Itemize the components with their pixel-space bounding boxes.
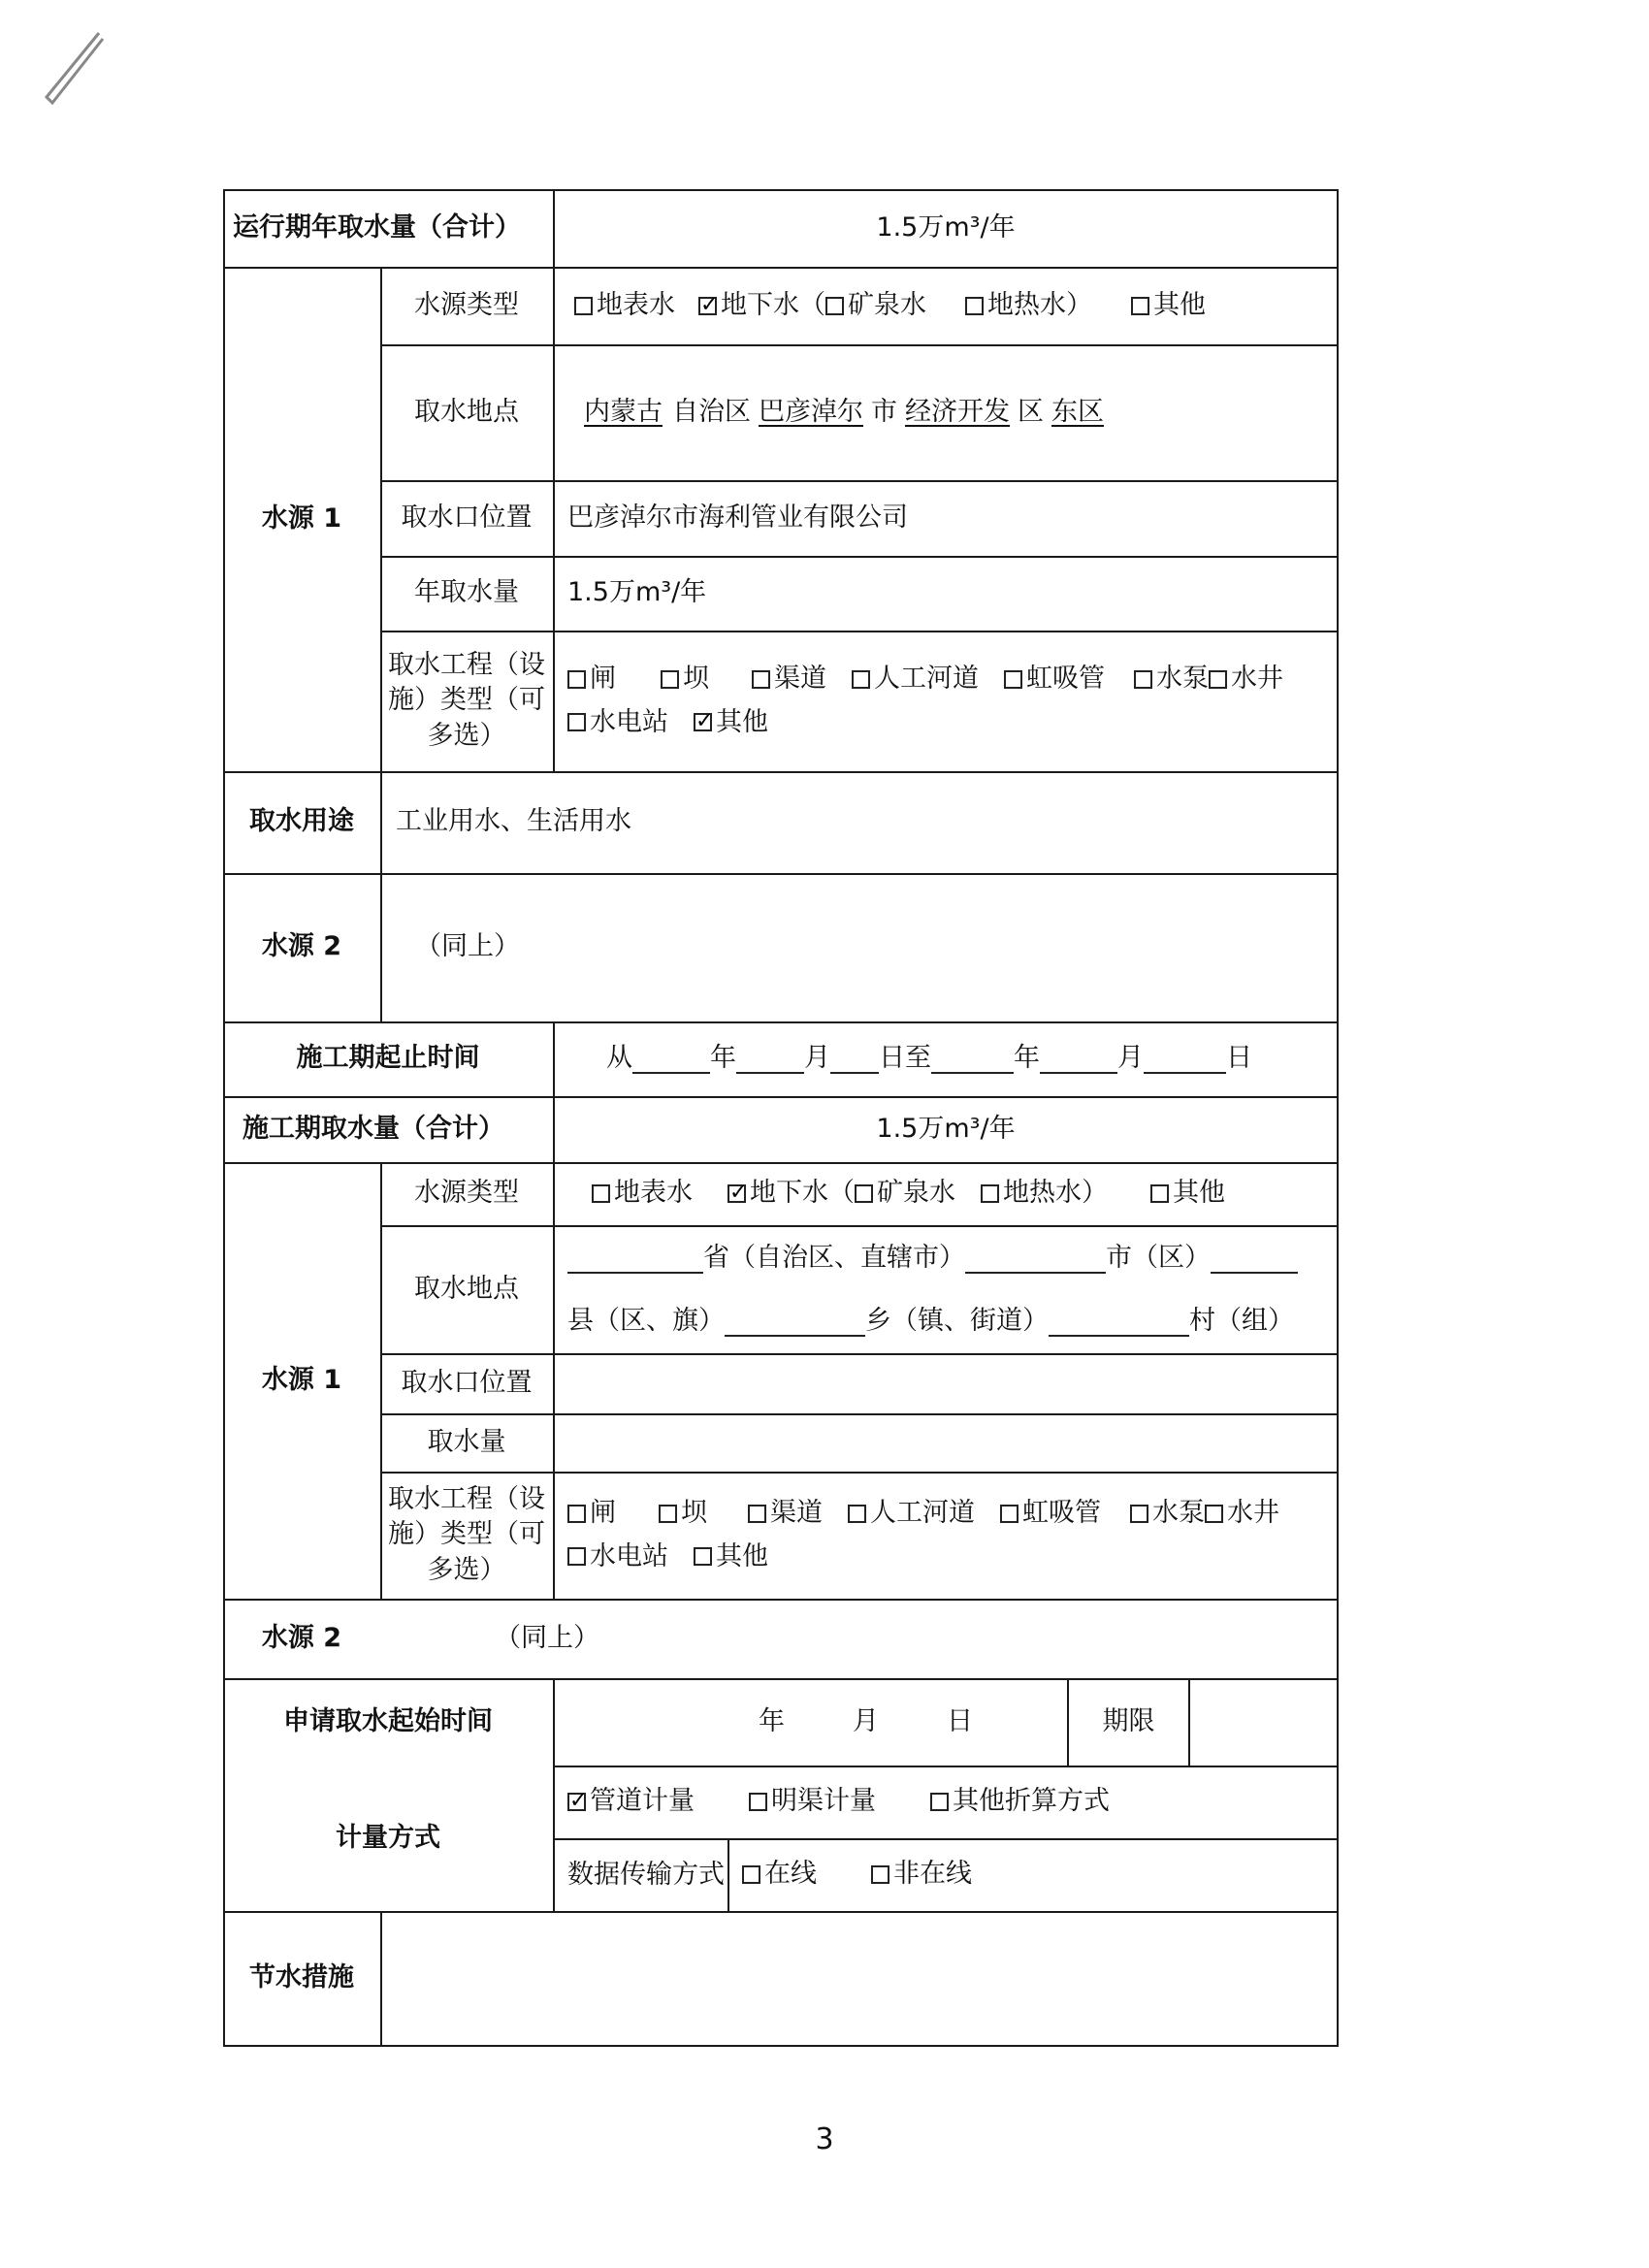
saving-label: 节水措施 <box>249 1961 354 1993</box>
op-source1-label: 水源 1 <box>261 502 342 534</box>
checkbox-icon <box>1150 1184 1169 1203</box>
con-source2-value: （同上） <box>495 1622 599 1653</box>
con-amount-label: 取水量 <box>427 1426 506 1457</box>
con-from-year-blank[interactable] <box>632 1044 710 1073</box>
con-facility-label: 取水工程（设施）类型（可多选） <box>388 1483 545 1585</box>
op-facility-label: 取水工程（设施）类型（可多选） <box>388 649 545 751</box>
checkbox-icon <box>694 1547 712 1566</box>
con-city-blank[interactable] <box>965 1244 1106 1273</box>
checkbox-icon <box>848 1505 866 1523</box>
checkbox-icon <box>1134 670 1152 689</box>
transfer-offline[interactable]: 非在线 <box>871 1857 972 1892</box>
op-province: 内蒙古 <box>584 396 663 427</box>
water-intake-form <box>223 189 1339 2047</box>
checkbox-icon <box>852 670 870 689</box>
op-village: 东区 <box>1051 396 1104 427</box>
op-fac-dam[interactable]: 坝 <box>661 662 709 697</box>
op-annual-value: 1.5万m³/年 <box>876 211 1016 243</box>
checkbox-checked-icon <box>698 297 717 315</box>
op-outlet-value: 巴彦淖尔市海利管业有限公司 <box>567 502 908 533</box>
metering-label: 计量方式 <box>336 1822 440 1853</box>
con-outlet-label: 取水口位置 <box>401 1367 533 1398</box>
op-fac-siphon[interactable]: 虹吸管 <box>1004 662 1105 697</box>
checkbox-icon <box>567 1547 586 1566</box>
op-fac-pump[interactable]: 水泵 <box>1134 662 1209 697</box>
op-fac-channel[interactable]: 人工河道 <box>852 662 979 697</box>
con-fac-well[interactable]: 水井 <box>1205 1496 1279 1531</box>
transfer-online[interactable]: 在线 <box>742 1857 817 1892</box>
checkbox-icon <box>855 1184 873 1203</box>
checkbox-icon <box>567 1505 586 1523</box>
con-location-line2: 县（区、旗） 乡（镇、街道） 村（组） <box>567 1306 1294 1337</box>
con-source1-label: 水源 1 <box>261 1364 342 1395</box>
metering-options <box>567 1766 1337 1838</box>
con-fac-dam[interactable]: 坝 <box>659 1496 707 1531</box>
use-label: 取水用途 <box>249 806 354 837</box>
op-outlet-label: 取水口位置 <box>401 502 533 533</box>
op-type-mineral[interactable]: 矿泉水 <box>825 288 926 323</box>
op-type-geothermal[interactable]: 地热水） <box>965 288 1092 323</box>
use-value: 工业用水、生活用水 <box>396 806 631 837</box>
page-number: 3 <box>815 2122 834 2156</box>
checkbox-icon <box>1000 1505 1018 1523</box>
op-location-value: 内蒙古 自治区 巴彦淖尔 市 经济开发 区 东区 <box>574 344 1337 480</box>
con-type-mineral[interactable]: 矿泉水 <box>855 1176 955 1211</box>
con-location-label: 取水地点 <box>414 1273 519 1304</box>
op-fac-hydro[interactable]: 水电站 <box>567 705 668 740</box>
con-type-geothermal[interactable]: 地热水） <box>981 1176 1108 1211</box>
checkbox-checked-icon <box>728 1184 746 1203</box>
checkbox-icon <box>749 1793 767 1811</box>
op-source2-label: 水源 2 <box>261 931 342 962</box>
con-period-value: 从 年 月 日至 年 月 日 <box>606 1043 1252 1074</box>
con-fac-hydro[interactable]: 水电站 <box>567 1539 668 1574</box>
checkbox-icon <box>965 297 984 315</box>
con-fac-gate[interactable]: 闸 <box>567 1496 616 1531</box>
con-type-surface[interactable]: 地表水 <box>592 1176 693 1211</box>
metering-other[interactable]: 其他折算方式 <box>930 1784 1110 1819</box>
con-to-year-blank[interactable] <box>931 1044 1014 1073</box>
op-city: 巴彦淖尔 <box>759 396 863 427</box>
op-annual-label: 运行期年取水量（合计） <box>233 211 521 243</box>
op-type-surface[interactable]: 地表水 <box>574 288 675 323</box>
checkbox-icon <box>1130 1505 1148 1523</box>
con-type-ground[interactable]: ✓ 地下水（ <box>728 1176 855 1211</box>
con-town-blank[interactable] <box>725 1307 865 1336</box>
op-type-label: 水源类型 <box>414 289 519 320</box>
checkbox-checked-icon <box>567 1793 586 1811</box>
con-annual-value: 1.5万m³/年 <box>876 1113 1016 1144</box>
op-annual-amount-label: 年取水量 <box>414 577 519 608</box>
op-location-label: 取水地点 <box>414 396 519 427</box>
op-fac-other[interactable]: ✓ 其他 <box>694 705 768 740</box>
con-province-blank[interactable] <box>567 1244 703 1273</box>
checkbox-icon <box>930 1793 949 1811</box>
start-time-label: 申请取水起始时间 <box>283 1705 493 1736</box>
con-from-day-blank[interactable] <box>830 1044 879 1073</box>
con-period-label: 施工期起止时间 <box>296 1043 480 1074</box>
con-location-line1: 省（自治区、直辖市） 市（区） <box>567 1232 1337 1285</box>
start-date-field[interactable]: 年 月 日 <box>759 1705 973 1736</box>
checkbox-icon <box>574 297 593 315</box>
saving-field[interactable] <box>382 1911 1337 2045</box>
con-fac-pump[interactable]: 水泵 <box>1130 1496 1205 1531</box>
checkbox-icon <box>752 670 770 689</box>
op-fac-gate[interactable]: 闸 <box>567 662 616 697</box>
con-fac-other[interactable]: 其他 <box>694 1539 768 1574</box>
op-fac-canal[interactable]: 渠道 <box>752 662 826 697</box>
con-type-options <box>592 1162 1337 1225</box>
op-source2-value: （同上） <box>415 931 520 962</box>
checkbox-icon <box>1004 670 1022 689</box>
transfer-label: 数据传输方式 <box>567 1859 725 1890</box>
op-type-options <box>574 267 1337 344</box>
transfer-options <box>742 1838 1337 1911</box>
checkbox-icon <box>981 1184 999 1203</box>
checkbox-checked-icon <box>694 713 712 731</box>
checkbox-icon <box>871 1865 889 1884</box>
checkbox-icon <box>567 670 586 689</box>
con-type-other[interactable]: 其他 <box>1150 1176 1225 1211</box>
checkbox-icon <box>661 670 679 689</box>
con-fac-canal[interactable]: 渠道 <box>748 1496 823 1531</box>
con-from-month-blank[interactable] <box>736 1044 804 1073</box>
metering-pipe[interactable]: ✓ 管道计量 <box>567 1784 695 1819</box>
checkbox-icon <box>659 1505 677 1523</box>
checkbox-icon <box>748 1505 766 1523</box>
con-to-day-blank[interactable] <box>1144 1044 1226 1073</box>
con-village-blank[interactable] <box>1049 1307 1189 1336</box>
checkbox-icon <box>1209 670 1227 689</box>
op-annual-amount-value: 1.5万m³/年 <box>567 577 707 608</box>
metering-channel[interactable]: 明渠计量 <box>749 1784 876 1819</box>
term-label: 期限 <box>1102 1705 1155 1736</box>
con-annual-label: 施工期取水量（合计） <box>242 1113 504 1144</box>
con-outlet-field[interactable] <box>555 1353 1337 1413</box>
op-type-other[interactable]: 其他 <box>1131 288 1206 323</box>
con-fac-siphon[interactable]: 虹吸管 <box>1000 1496 1101 1531</box>
staple-mark <box>39 27 107 114</box>
con-district-blank[interactable] <box>1211 1244 1298 1273</box>
checkbox-icon <box>592 1184 610 1203</box>
term-field[interactable] <box>1190 1678 1337 1766</box>
con-source2-label: 水源 2 <box>261 1622 342 1653</box>
con-type-label: 水源类型 <box>414 1178 519 1209</box>
con-to-month-blank[interactable] <box>1040 1044 1117 1073</box>
checkbox-icon <box>567 713 586 731</box>
op-district: 经济开发 <box>905 396 1010 427</box>
checkbox-icon <box>825 297 844 315</box>
op-fac-well[interactable]: 水井 <box>1209 662 1283 697</box>
checkbox-icon <box>1205 1505 1223 1523</box>
con-fac-channel[interactable]: 人工河道 <box>848 1496 975 1531</box>
checkbox-icon <box>742 1865 760 1884</box>
con-facility-options <box>567 1472 1337 1599</box>
checkbox-icon <box>1131 297 1149 315</box>
op-type-ground[interactable]: ✓ 地下水（ <box>698 288 825 323</box>
con-amount-field[interactable] <box>555 1413 1337 1472</box>
op-facility-options <box>567 631 1337 771</box>
